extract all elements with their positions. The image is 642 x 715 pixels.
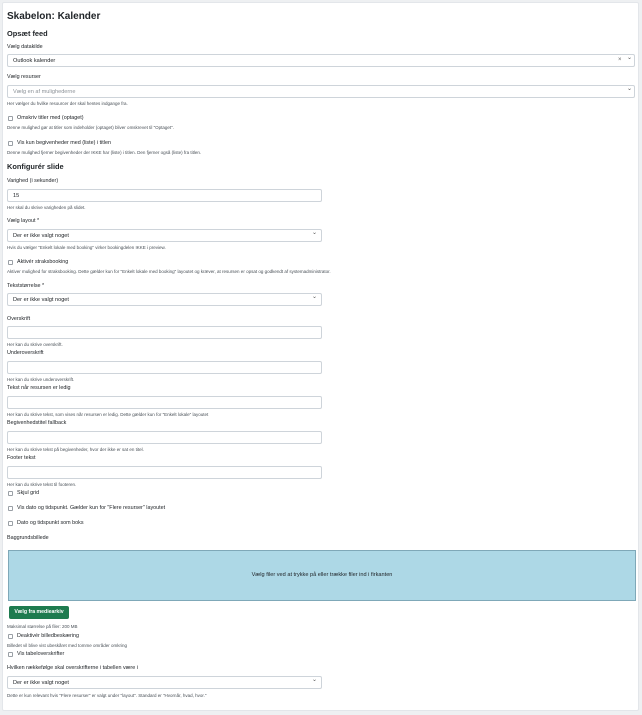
layout-help: Hvis du vælger "Enkelt lokale med booking" virker bookingdelen IKKE i preview. xyxy=(7,245,166,250)
max-size-text: Maksimal størrelse på filer: 200 MB xyxy=(7,624,78,629)
straksbooking-label: Aktivér straksbooking xyxy=(17,259,69,265)
viskun-checkbox[interactable] xyxy=(8,141,13,146)
section-heading-slide: Konfigurér slide xyxy=(7,162,64,171)
skjul-grid-label: Skjul grid xyxy=(17,490,40,496)
dato-boks-label: Dato og tidspunkt som boks xyxy=(17,520,84,526)
overskrift-help: Her kan du skrive overskrift. xyxy=(7,342,63,347)
ledig-input[interactable] xyxy=(7,396,322,409)
layout-value: Der er ikke valgt noget xyxy=(13,233,69,239)
dropzone-text: Vælg filer ved at trykke på eller trække filer ind i firkanten xyxy=(251,572,393,578)
deaktiver-label: Deaktivér billedbeskæring xyxy=(17,633,80,639)
skjul-grid-checkbox[interactable] xyxy=(8,491,13,496)
resurser-help: Her vælger du hvilke resourcer der skal hentes indgange fra. xyxy=(7,101,128,106)
clear-icon[interactable]: × xyxy=(618,57,622,63)
underoverskrift-label: Underoverskrift xyxy=(7,350,44,356)
fallback-label: Begivenhedstitel fallback xyxy=(7,420,67,426)
chevron-down-icon[interactable]: ⌄ xyxy=(627,55,633,61)
ledig-label: Tekst når resursen er ledig xyxy=(7,385,71,391)
template-form-card xyxy=(2,2,639,711)
resurser-label: Vælg resurser xyxy=(7,74,41,80)
raekkefoelge-select[interactable] xyxy=(7,676,322,689)
tekststoerrelse-value: Der er ikke valgt noget xyxy=(13,297,69,303)
overskrift-input[interactable] xyxy=(7,326,322,339)
footer-help: Her kan du skrive tekst til footeren. xyxy=(7,482,77,487)
raekkefoelge-help: Dette er kun relevant hvis "Flere resurser" er valgt under "layout". Standard er "Hvornår, hvad, hvor." xyxy=(7,693,207,698)
straksbooking-help: Aktiver mulighed for straksbooking. Dette gælder kun for "Enkelt lokale med booking" layoutet og kræver, at resursen er opsat og godkendt af systemadministrator. xyxy=(7,269,331,274)
omskriv-help: Denne mulighed gør at titler som indeholder (optaget) bliver omskrevet til "Optaget". xyxy=(7,125,175,130)
layout-label: Vælg layout * xyxy=(7,218,40,224)
footer-label: Footer tekst xyxy=(7,455,36,461)
page-title: Skabelon: Kalender xyxy=(7,11,101,22)
tekststoerrelse-select[interactable] xyxy=(7,293,322,306)
tabeloverskrifter-label: Vis tabeloverskrifter xyxy=(17,651,65,657)
baggrund-label: Baggrundsbillede xyxy=(7,535,49,541)
datakilde-value: Outlook kalender xyxy=(13,58,56,64)
varighed-label: Varighed (i sekunder) xyxy=(7,178,59,184)
vis-dato-label: Vis dato og tidspunkt. Gælder kun for "Flere resurser" layoutet xyxy=(17,505,166,511)
fallback-input[interactable] xyxy=(7,431,322,444)
datakilde-select[interactable] xyxy=(7,54,635,67)
footer-input[interactable] xyxy=(7,466,322,479)
straksbooking-checkbox[interactable] xyxy=(8,260,13,265)
raekkefoelge-label: Hvilken rækkefølge skal overskrifterne i tabellen være i xyxy=(7,665,138,671)
raekkefoelge-value: Der er ikke valgt noget xyxy=(13,680,69,686)
resurser-placeholder: Vælg en af mulighederne xyxy=(13,89,76,95)
chevron-down-icon: ⌄ xyxy=(312,677,318,683)
omskriv-label: Omskriv titler med (optaget) xyxy=(17,115,84,121)
viskun-label: Vis kun begivenheder med (liste) i titlen xyxy=(17,140,111,146)
tekststoerrelse-label: Tekststørrelse * xyxy=(7,283,45,289)
varighed-help: Her skal du skrive varigheden på slidet. xyxy=(7,205,86,210)
chevron-down-icon: ⌄ xyxy=(312,230,318,236)
varighed-input[interactable] xyxy=(7,189,322,202)
deaktiver-help: Billedet vil blive vist ubeskåret med tomme områder omkring xyxy=(7,643,128,648)
overskrift-label: Overskrift xyxy=(7,316,31,322)
viskun-help: Denne mulighed fjerner begivenheder der IKKE har (liste) i titlen. Den fjerner også (liste) fra titlen. xyxy=(7,150,202,155)
dato-boks-checkbox[interactable] xyxy=(8,521,13,526)
deaktiver-checkbox[interactable] xyxy=(8,634,13,639)
mediearkiv-button[interactable]: Vælg fra mediearkiv xyxy=(9,606,69,619)
chevron-down-icon[interactable]: ⌄ xyxy=(627,86,633,92)
varighed-value: 15 xyxy=(13,193,20,199)
section-heading-feed: Opsæt feed xyxy=(7,29,48,38)
vis-dato-checkbox[interactable] xyxy=(8,506,13,511)
fallback-help: Her kan du skrive tekst på begivenheder, hvor der ikke er sat en titel. xyxy=(7,447,144,452)
file-dropzone[interactable] xyxy=(8,550,636,601)
ledig-help: Her kan du skrive tekst, som vises når resursen er ledig. Dette gælder kun for "Enkelt lokale" layoutet xyxy=(7,412,209,417)
tabeloverskrifter-checkbox[interactable] xyxy=(8,652,13,657)
datakilde-label: Vælg datakilde xyxy=(7,44,43,50)
underoverskrift-input[interactable] xyxy=(7,361,322,374)
layout-select[interactable] xyxy=(7,229,322,242)
chevron-down-icon: ⌄ xyxy=(312,294,318,300)
underoverskrift-help: Her kan du skrive underoverskrift. xyxy=(7,377,75,382)
resurser-select[interactable] xyxy=(7,85,635,98)
omskriv-checkbox[interactable] xyxy=(8,116,13,121)
